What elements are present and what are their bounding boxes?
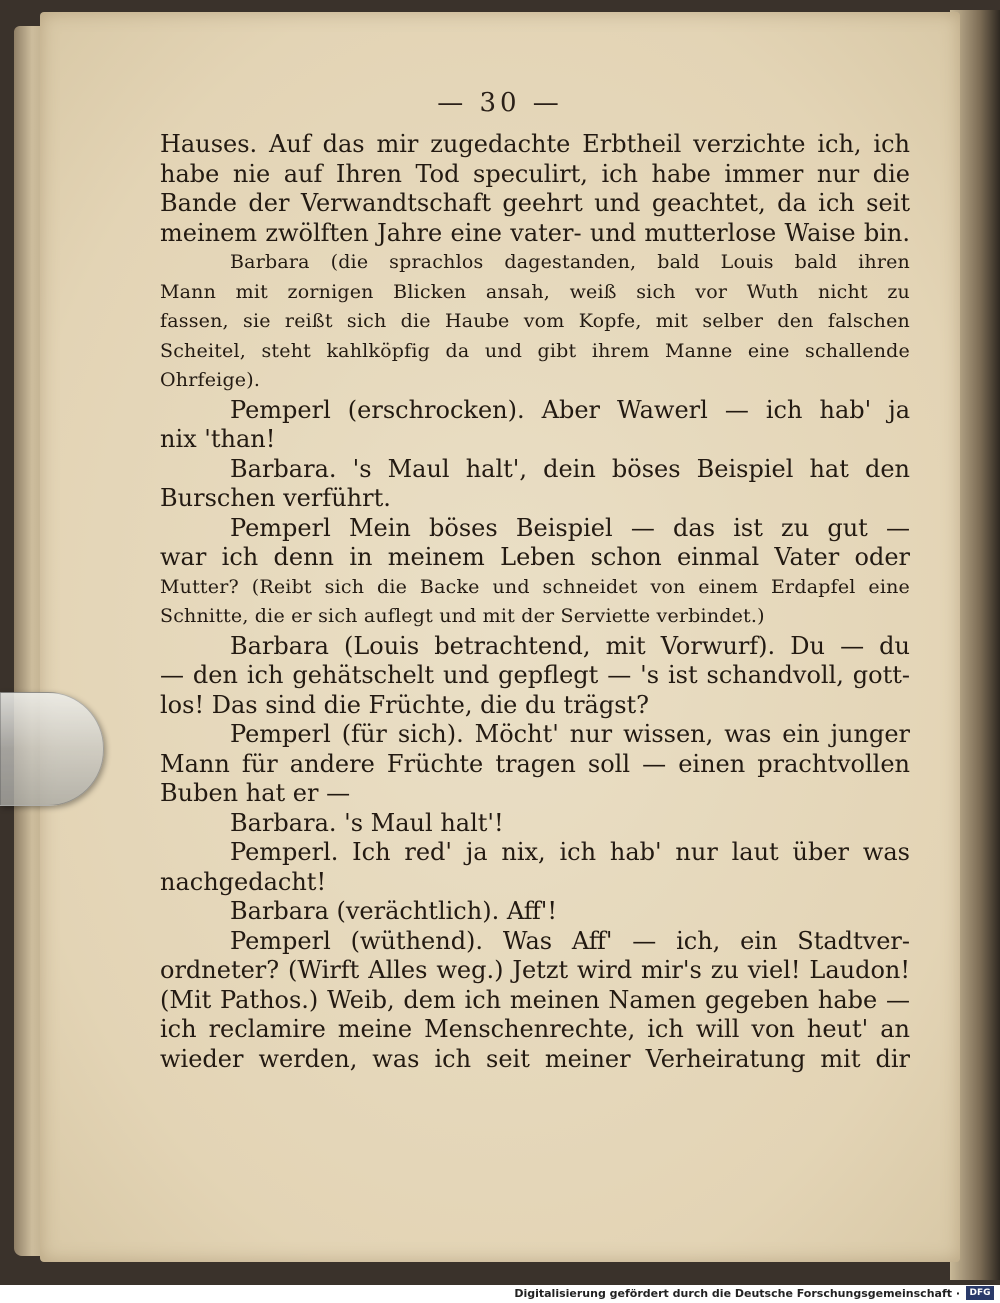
text-line: Pemperl (für sich). Möcht' nur wissen, was ein junger xyxy=(230,720,910,748)
text-line: Barbara. 's Maul halt', dein böses Beispiel hat den xyxy=(230,454,910,483)
text-line: Pemperl. Ich red' ja nix, ich hab' nur laut über was xyxy=(230,838,910,866)
text-line: Barbara (Louis betrachtend, mit Vorwurf). Du — du xyxy=(230,631,910,660)
text-line: meinem zwölften Jahre eine vater- und mutterlose Waise bin. xyxy=(160,218,910,247)
text-line: Mutter? (Reibt sich die Backe und schneidet von einem Erdapfel eine xyxy=(160,575,910,598)
text-line: ich reclamire meine Menschenrechte, ich will von heut' an xyxy=(160,1015,910,1043)
text-line: — den ich gehätschelt und gepflegt — 's ist schandvoll, gott- xyxy=(160,661,910,689)
text-line: Scheitel, steht kahlköpfig da und gibt ihrem Manne eine schallende xyxy=(160,339,910,362)
text-line: war ich denn in meinem Leben schon einmal Vater oder xyxy=(160,543,910,571)
text-line: Mann mit zornigen Blicken ansah, weiß sich vor Wuth nicht zu xyxy=(160,280,910,303)
text-line: habe nie auf Ihren Tod speculirt, ich habe immer nur die xyxy=(160,159,910,188)
text-line: Bande der Verwandtschaft geehrt und geachtet, da ich seit xyxy=(160,189,910,217)
text-line: Burschen verführt. xyxy=(160,484,391,512)
text-line: Pemperl (erschrocken). Aber Wawerl — ich hab' ja xyxy=(230,395,910,424)
text-line: Barbara (die sprachlos dagestanden, bald Louis bald ihren xyxy=(230,251,910,273)
text-line: Barbara (verächtlich). Aff'! xyxy=(230,897,558,925)
text-line: nachgedacht! xyxy=(160,867,327,896)
text-line: los! Das sind die Früchte, die du trägst? xyxy=(160,690,650,719)
text-line: Buben hat er — xyxy=(160,779,351,807)
text-line: Pemperl Mein böses Beispiel — das ist zu gut — xyxy=(230,513,910,542)
text-line: ordneter? (Wirft Alles weg.) Jetzt wird mir's zu viel! Laudon! xyxy=(160,956,910,984)
text-line: Ohrfeige). xyxy=(160,369,261,391)
text-line: (Mit Pathos.) Weib, dem ich meinen Namen gegeben habe — xyxy=(160,985,910,1014)
text-line: Schnitte, die er sich auflegt und mit der Serviette verbindet.) xyxy=(160,605,765,627)
dfg-logo: DFG xyxy=(966,1286,994,1300)
text-line: Pemperl (wüthend). Was Aff' — ich, ein Stadtver- xyxy=(230,926,910,955)
text-line: wieder werden, was ich seit meiner Verheiratung mit dir xyxy=(160,1044,910,1073)
text-line: fassen, sie reißt sich die Haube vom Kopfe, mit selber den falschen xyxy=(160,310,910,332)
text-line: Barbara. 's Maul halt'! xyxy=(230,808,504,837)
text-line: Mann für andere Früchte tragen soll — einen prachtvollen xyxy=(160,749,910,778)
footer-credit: Digitalisierung gefördert durch die Deutsche Forschungsgemeinschaft · xyxy=(514,1287,960,1300)
page-number: — 30 — xyxy=(437,88,563,118)
page-text-body xyxy=(160,130,910,1074)
text-line: nix 'than! xyxy=(160,425,276,453)
text-line: Hauses. Auf das mir zugedachte Erbtheil verzichte ich, ich xyxy=(160,130,910,158)
